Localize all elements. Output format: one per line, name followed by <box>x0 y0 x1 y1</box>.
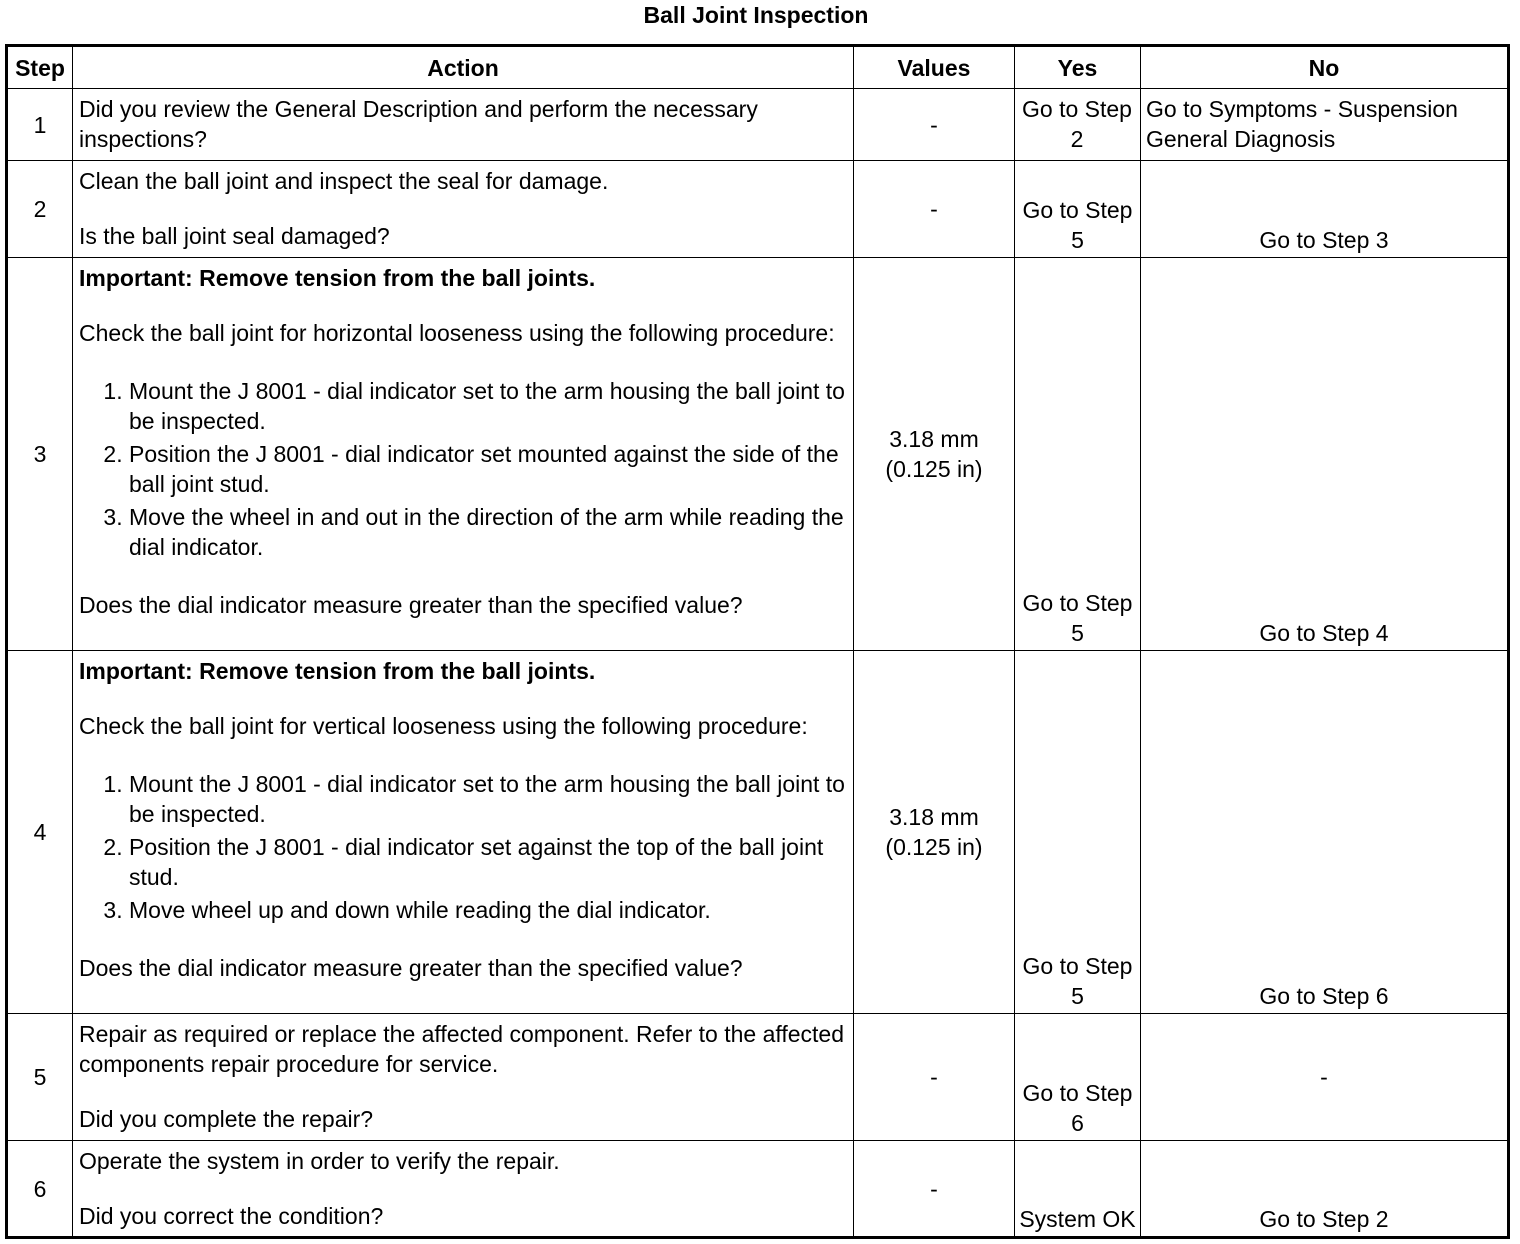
yes-cell: System OK <box>1015 1141 1141 1238</box>
yes-cell: Go to Step 2 <box>1015 89 1141 161</box>
no-cell: Go to Symptoms - Suspension General Diagnosis <box>1141 89 1509 161</box>
no-cell: Go to Step 2 <box>1141 1141 1509 1238</box>
action-cell <box>73 258 854 651</box>
diagnostic-table <box>5 44 1510 1239</box>
values-cell <box>854 258 1015 651</box>
action-text: Operate the system in order to verify the repair. <box>79 1148 560 1174</box>
question-text: Did you correct the condition? <box>79 1203 384 1229</box>
question-text: Does the dial indicator measure greater than the specified value? <box>79 955 743 981</box>
important-note: Important: Remove tension from the ball joints. <box>79 265 596 291</box>
action-cell <box>73 651 854 1014</box>
procedure-step: 1. Mount the J 8001 - dial indicator set to the arm housing the ball joint to be inspected. <box>129 769 845 829</box>
values-cell: - <box>854 89 1015 161</box>
table-row <box>7 1014 1509 1141</box>
yes-cell: Go to Step 5 <box>1015 651 1141 1014</box>
header-row <box>7 46 1509 89</box>
value-imperial: (0.125 in) <box>885 456 983 482</box>
step-number: 2 <box>7 161 73 258</box>
action-text: Clean the ball joint and inspect the seal for damage. <box>79 168 609 194</box>
values-cell <box>854 651 1015 1014</box>
procedure-step: 1. Mount the J 8001 - dial indicator set to the arm housing the ball joint to be inspected. <box>129 376 845 436</box>
value-metric: 3.18 mm <box>889 804 979 830</box>
no-cell: Go to Step 6 <box>1141 651 1509 1014</box>
procedure-list <box>79 769 845 925</box>
header-action: Action <box>73 46 854 89</box>
values-cell: - <box>854 1141 1015 1238</box>
no-cell: Go to Step 4 <box>1141 258 1509 651</box>
action-cell <box>73 89 854 161</box>
yes-cell: Go to Step 6 <box>1015 1014 1141 1141</box>
table-row <box>7 89 1509 161</box>
question-text: Does the dial indicator measure greater than the specified value? <box>79 592 743 618</box>
no-cell: - <box>1141 1014 1509 1141</box>
action-text: Did you review the General Description and perform the necessary inspections? <box>79 96 758 152</box>
table-row <box>7 1141 1509 1238</box>
page-title: Ball Joint Inspection <box>643 2 869 28</box>
yes-cell: Go to Step 5 <box>1015 258 1141 651</box>
values-cell: - <box>854 161 1015 258</box>
action-text: Check the ball joint for horizontal looseness using the following procedure: <box>79 320 835 346</box>
procedure-step: 2. Position the J 8001 - dial indicator set against the top of the ball joint stud. <box>129 832 845 892</box>
action-text: Repair as required or replace the affected component. Refer to the affected components repair procedure for service. <box>79 1021 845 1077</box>
step-number: 1 <box>7 89 73 161</box>
step-number: 4 <box>7 651 73 1014</box>
value-metric: 3.18 mm <box>889 426 979 452</box>
step-number: 6 <box>7 1141 73 1238</box>
important-note: Important: Remove tension from the ball joints. <box>79 658 596 684</box>
procedure-step: 3. Move wheel up and down while reading the dial indicator. <box>129 895 845 925</box>
action-cell <box>73 1141 854 1238</box>
no-cell: Go to Step 3 <box>1141 161 1509 258</box>
step-number: 3 <box>7 258 73 651</box>
procedure-step: 2. Position the J 8001 - dial indicator set mounted against the side of the ball joint stud. <box>129 439 845 499</box>
step-number: 5 <box>7 1014 73 1141</box>
header-step: Step <box>7 46 73 89</box>
procedure-list <box>79 376 845 562</box>
table-row <box>7 258 1509 651</box>
table-row <box>7 651 1509 1014</box>
value-imperial: (0.125 in) <box>885 834 983 860</box>
header-values: Values <box>854 46 1015 89</box>
header-no: No <box>1141 46 1509 89</box>
question-text: Did you complete the repair? <box>79 1106 374 1132</box>
action-cell <box>73 1014 854 1141</box>
question-text: Is the ball joint seal damaged? <box>79 223 390 249</box>
header-yes: Yes <box>1015 46 1141 89</box>
table-row <box>7 161 1509 258</box>
values-cell: - <box>854 1014 1015 1141</box>
procedure-step: 3. Move the wheel in and out in the direction of the arm while reading the dial indicator. <box>129 502 845 562</box>
action-text: Check the ball joint for vertical looseness using the following procedure: <box>79 713 808 739</box>
yes-cell: Go to Step 5 <box>1015 161 1141 258</box>
action-cell <box>73 161 854 258</box>
